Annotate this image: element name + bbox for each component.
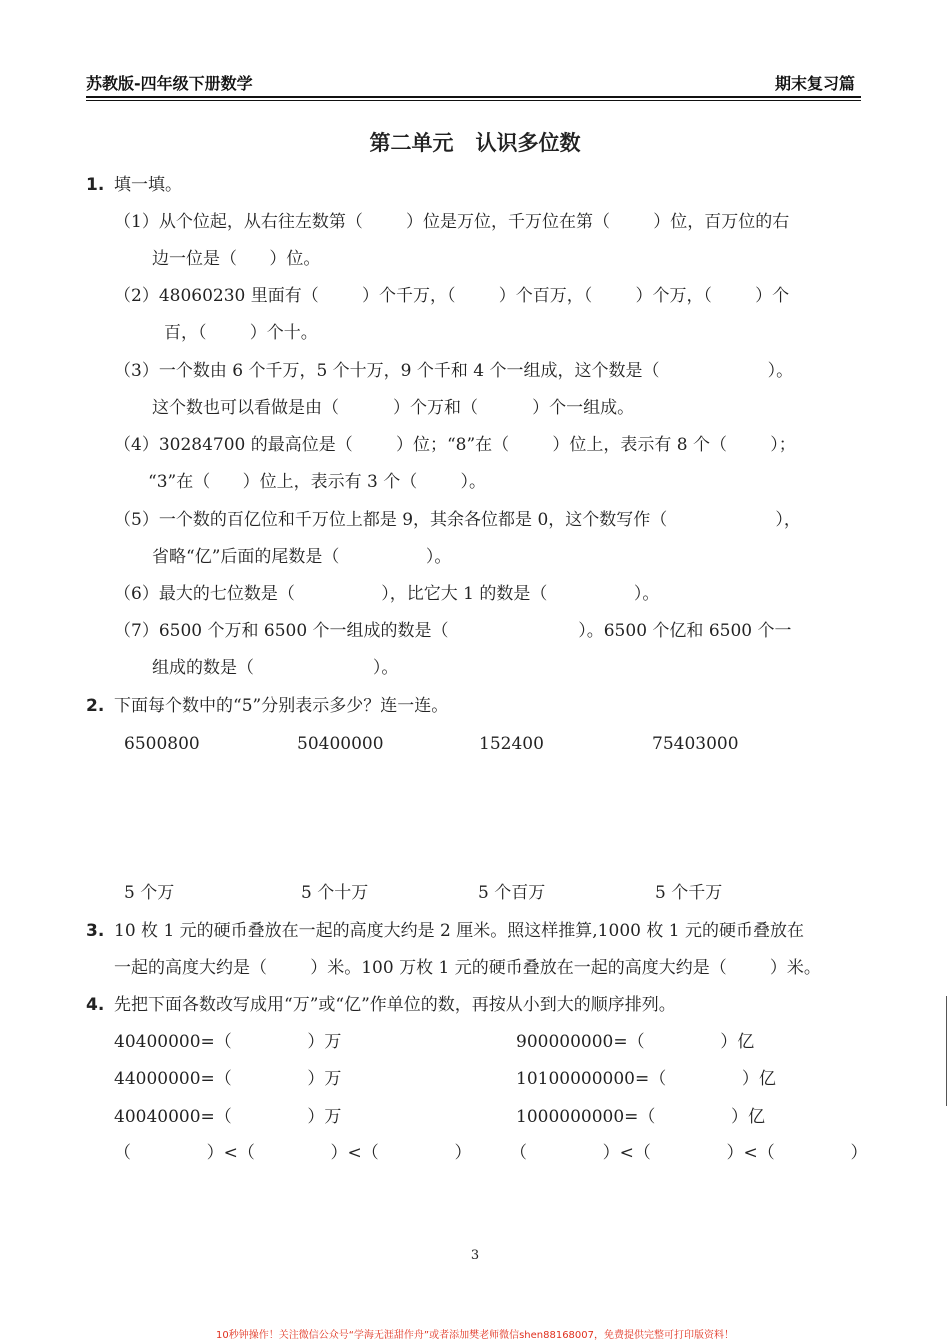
q4-order-left: （ ）<（ ）<（ ） bbox=[114, 1143, 472, 1163]
q2-number-item: 75403000 bbox=[652, 734, 739, 754]
q4-left-item: 40040000=（ ）万 bbox=[114, 1107, 342, 1127]
page-title: 第二单元 认识多位数 bbox=[369, 131, 581, 155]
q1-line: （4）30284700 的最高位是（ ）位；“8”在（ ）位上，表示有 8 个（ ）； bbox=[114, 435, 796, 455]
q4-right-item: 900000000=（ ）亿 bbox=[516, 1032, 755, 1052]
q2-number-item: 6500800 bbox=[124, 734, 200, 754]
q1-line: （1）从个位起，从右往左数第（ ）位是万位，千万位在第（ ）位，百万位的右 bbox=[114, 212, 790, 232]
q4-right-item: 1000000000=（ ）亿 bbox=[516, 1107, 766, 1127]
q1-line: 百，（ ）个十。 bbox=[164, 323, 318, 343]
q1-line: 组成的数是（ ）。 bbox=[152, 658, 399, 678]
q4-stem: 先把下面各数改写成用“万”或“亿”作单位的数，再按从小到大的顺序排列。 bbox=[114, 995, 676, 1015]
q4-left-item: 44000000=（ ）万 bbox=[114, 1069, 342, 1089]
q2-number: 2. bbox=[86, 696, 105, 716]
q1-line: 省略“亿”后面的尾数是（ ）。 bbox=[152, 547, 452, 567]
q4-left-item: 40400000=（ ）万 bbox=[114, 1032, 342, 1052]
q3-number: 3. bbox=[86, 921, 105, 941]
q1-number: 1. bbox=[86, 175, 105, 195]
q1-line: 这个数也可以看做是由（ ）个万和（ ）个一组成。 bbox=[152, 398, 635, 418]
q2-stem: 下面每个数中的“5”分别表示多少？连一连。 bbox=[114, 696, 449, 716]
header-subject: 苏教版-四年级下册数学 bbox=[86, 74, 253, 93]
q2-meaning-item: 5 个千万 bbox=[655, 883, 723, 903]
q4-order-right: （ ）<（ ）<（ ） bbox=[510, 1143, 868, 1163]
q1-line: （6）最大的七位数是（ ），比它大 1 的数是（ ）。 bbox=[114, 584, 660, 604]
q2-meaning-item: 5 个万 bbox=[124, 883, 175, 903]
q2-number-item: 152400 bbox=[479, 734, 544, 754]
header-section: 期末复习篇 bbox=[775, 74, 856, 93]
header-rule-thin bbox=[86, 100, 861, 101]
q3-line: 一起的高度大约是（ ）米。100 万枚 1 元的硬币叠放在一起的高度大约是（ ）米。 bbox=[114, 958, 821, 978]
scan-edge-mark bbox=[946, 996, 950, 1106]
q1-stem: 填一填。 bbox=[114, 175, 182, 195]
q1-line: （2）48060230 里面有（ ）个千万，（ ）个百万，（ ）个万，（ ）个 bbox=[114, 286, 790, 306]
q1-line: 边一位是（ ）位。 bbox=[152, 249, 321, 269]
q1-line: （5）一个数的百亿位和千万位上都是 9，其余各位都是 0，这个数写作（ ）， bbox=[114, 510, 801, 530]
q4-right-item: 10100000000=（ ）亿 bbox=[516, 1069, 776, 1089]
q1-line: “3”在（ ）位上，表示有 3 个（ ）。 bbox=[148, 472, 486, 492]
q4-number: 4. bbox=[86, 995, 105, 1015]
page-number: 3 bbox=[470, 1248, 480, 1263]
header-rule bbox=[86, 96, 861, 98]
q1-line: （7）6500 个万和 6500 个一组成的数是（ ）。6500 个亿和 6500 个一 bbox=[114, 621, 792, 641]
q1-line: （3）一个数由 6 个千万，5 个十万，9 个千和 4 个一组成，这个数是（ ）。 bbox=[114, 361, 794, 381]
q2-meaning-item: 5 个十万 bbox=[301, 883, 369, 903]
q2-number-item: 50400000 bbox=[297, 734, 384, 754]
q3-line: 10 枚 1 元的硬币叠放在一起的高度大约是 2 厘米。照这样推算,1000 枚 1 元的硬币叠放在 bbox=[114, 921, 804, 941]
q2-meaning-item: 5 个百万 bbox=[478, 883, 546, 903]
footer-note: 10秒钟操作！关注微信公众号“学海无涯甜作舟”或者添加樊老师微信shen88168007，免费提供完整可打印版资料！ bbox=[215, 1330, 735, 1341]
